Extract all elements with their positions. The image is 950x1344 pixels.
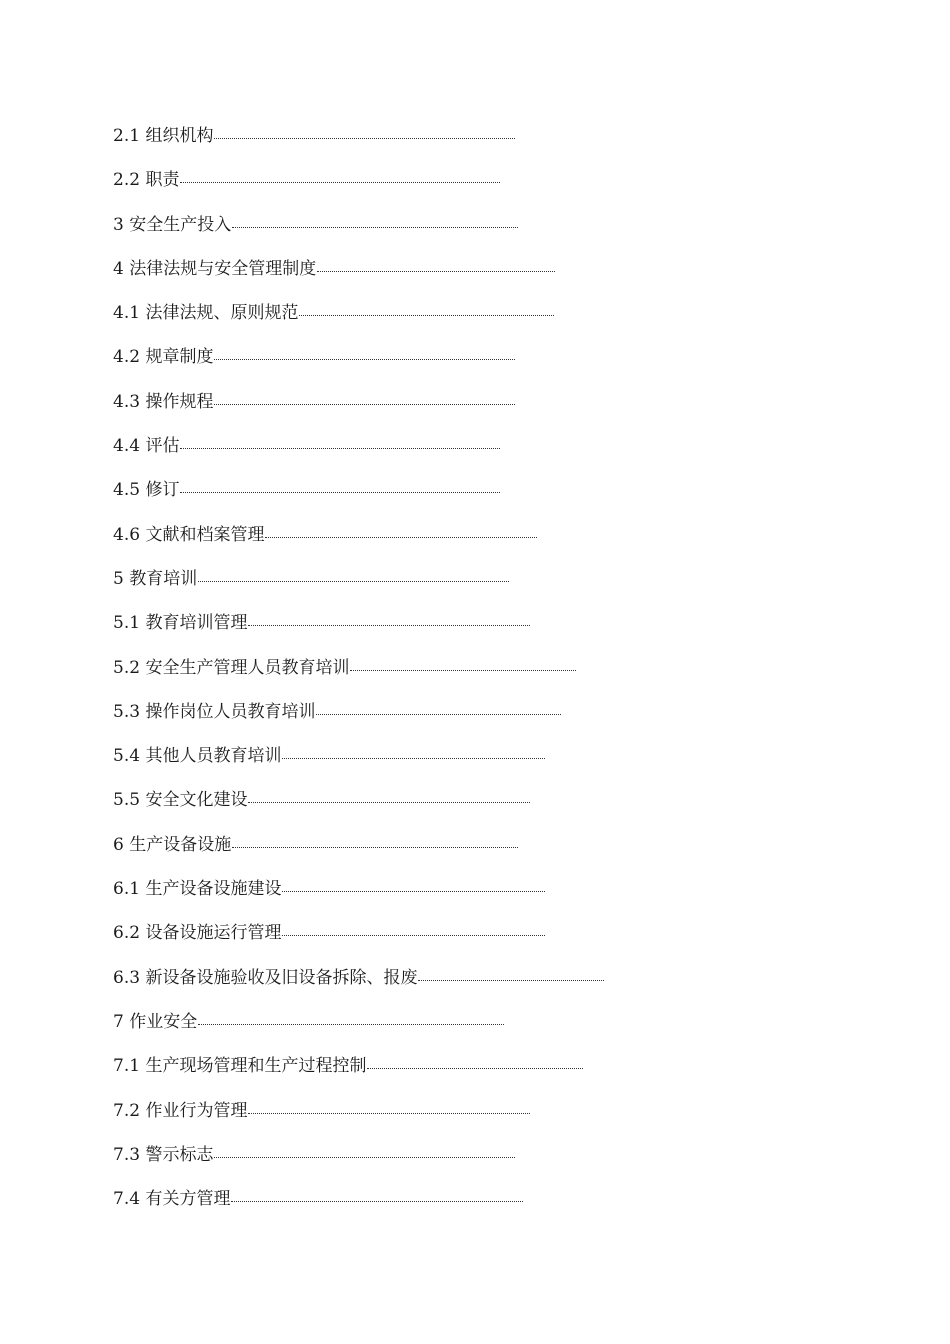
toc-dot-leader xyxy=(265,537,537,538)
toc-entry[interactable] xyxy=(113,124,713,168)
toc-dot-leader xyxy=(214,1157,515,1158)
toc-entry-label: 6.2 设备设施运行管理 xyxy=(113,923,282,944)
toc-entry-label: 5.4 其他人员教育培训 xyxy=(113,746,282,767)
toc-entry[interactable] xyxy=(113,257,713,301)
toc-dot-leader xyxy=(282,758,545,759)
table-of-contents xyxy=(113,124,713,1231)
toc-entry[interactable] xyxy=(113,1187,713,1231)
toc-entry[interactable] xyxy=(113,744,713,788)
toc-entry[interactable] xyxy=(113,1010,713,1054)
toc-entry[interactable] xyxy=(113,877,713,921)
toc-entry-label: 7 作业安全 xyxy=(113,1011,198,1032)
toc-entry-label: 7.2 作业行为管理 xyxy=(113,1100,248,1121)
toc-dot-leader xyxy=(180,182,500,183)
toc-dot-leader xyxy=(214,359,515,360)
toc-entry-label: 4.6 文献和档案管理 xyxy=(113,524,265,545)
toc-entry-label: 5.2 安全生产管理人员教育培训 xyxy=(113,657,350,678)
toc-entry[interactable] xyxy=(113,434,713,478)
toc-entry[interactable] xyxy=(113,345,713,389)
toc-entry[interactable] xyxy=(113,656,713,700)
toc-entry-label: 7.4 有关方管理 xyxy=(113,1189,231,1210)
toc-entry-label: 7.1 生产现场管理和生产过程控制 xyxy=(113,1056,367,1077)
toc-entry[interactable] xyxy=(113,1143,713,1187)
toc-dot-leader xyxy=(282,891,545,892)
toc-entry[interactable] xyxy=(113,213,713,257)
toc-dot-leader xyxy=(317,271,555,272)
toc-entry[interactable] xyxy=(113,567,713,611)
toc-entry[interactable] xyxy=(113,921,713,965)
toc-entry[interactable] xyxy=(113,301,713,345)
toc-entry[interactable] xyxy=(113,478,713,522)
toc-entry-label: 5.3 操作岗位人员教育培训 xyxy=(113,701,316,722)
toc-entry-label: 5 教育培训 xyxy=(113,568,198,589)
toc-entry-label: 4.5 修订 xyxy=(113,480,180,501)
toc-dot-leader xyxy=(232,847,518,848)
toc-dot-leader xyxy=(180,492,500,493)
toc-dot-leader xyxy=(248,802,530,803)
toc-dot-leader xyxy=(418,980,604,981)
toc-entry-label: 4.3 操作规程 xyxy=(113,391,214,412)
toc-dot-leader xyxy=(214,138,515,139)
toc-dot-leader xyxy=(232,227,518,228)
toc-entry-label: 3 安全生产投入 xyxy=(113,214,232,235)
toc-dot-leader xyxy=(367,1068,583,1069)
toc-entry-label: 4.4 评估 xyxy=(113,436,180,457)
toc-entry[interactable] xyxy=(113,788,713,832)
toc-entry-label: 7.3 警示标志 xyxy=(113,1144,214,1165)
toc-entry[interactable] xyxy=(113,700,713,744)
toc-dot-leader xyxy=(316,714,561,715)
toc-entry[interactable] xyxy=(113,390,713,434)
toc-entry-label: 6 生产设备设施 xyxy=(113,834,232,855)
toc-dot-leader xyxy=(214,404,515,405)
toc-entry[interactable] xyxy=(113,966,713,1010)
toc-entry[interactable] xyxy=(113,168,713,212)
toc-entry[interactable] xyxy=(113,1054,713,1098)
toc-dot-leader xyxy=(299,315,554,316)
toc-entry-label: 4.1 法律法规、原则规范 xyxy=(113,303,299,324)
toc-entry-label: 5.1 教育培训管理 xyxy=(113,613,248,634)
toc-entry-label: 2.2 职责 xyxy=(113,170,180,191)
toc-entry-label: 4 法律法规与安全管理制度 xyxy=(113,258,317,279)
toc-entry-label: 6.3 新设备设施验收及旧设备拆除、报废 xyxy=(113,967,418,988)
toc-dot-leader xyxy=(180,448,500,449)
toc-dot-leader xyxy=(282,935,545,936)
toc-entry[interactable] xyxy=(113,1099,713,1143)
toc-dot-leader xyxy=(231,1201,523,1202)
toc-entry-label: 2.1 组织机构 xyxy=(113,126,214,146)
toc-entry-label: 4.2 规章制度 xyxy=(113,347,214,368)
toc-entry[interactable] xyxy=(113,611,713,655)
toc-entry-label: 6.1 生产设备设施建设 xyxy=(113,879,282,900)
toc-dot-leader xyxy=(248,625,530,626)
toc-entry[interactable] xyxy=(113,523,713,567)
toc-dot-leader xyxy=(198,581,509,582)
toc-dot-leader xyxy=(248,1113,530,1114)
toc-dot-leader xyxy=(350,670,576,671)
toc-dot-leader xyxy=(198,1024,504,1025)
toc-entry[interactable] xyxy=(113,833,713,877)
toc-entry-label: 5.5 安全文化建设 xyxy=(113,790,248,811)
